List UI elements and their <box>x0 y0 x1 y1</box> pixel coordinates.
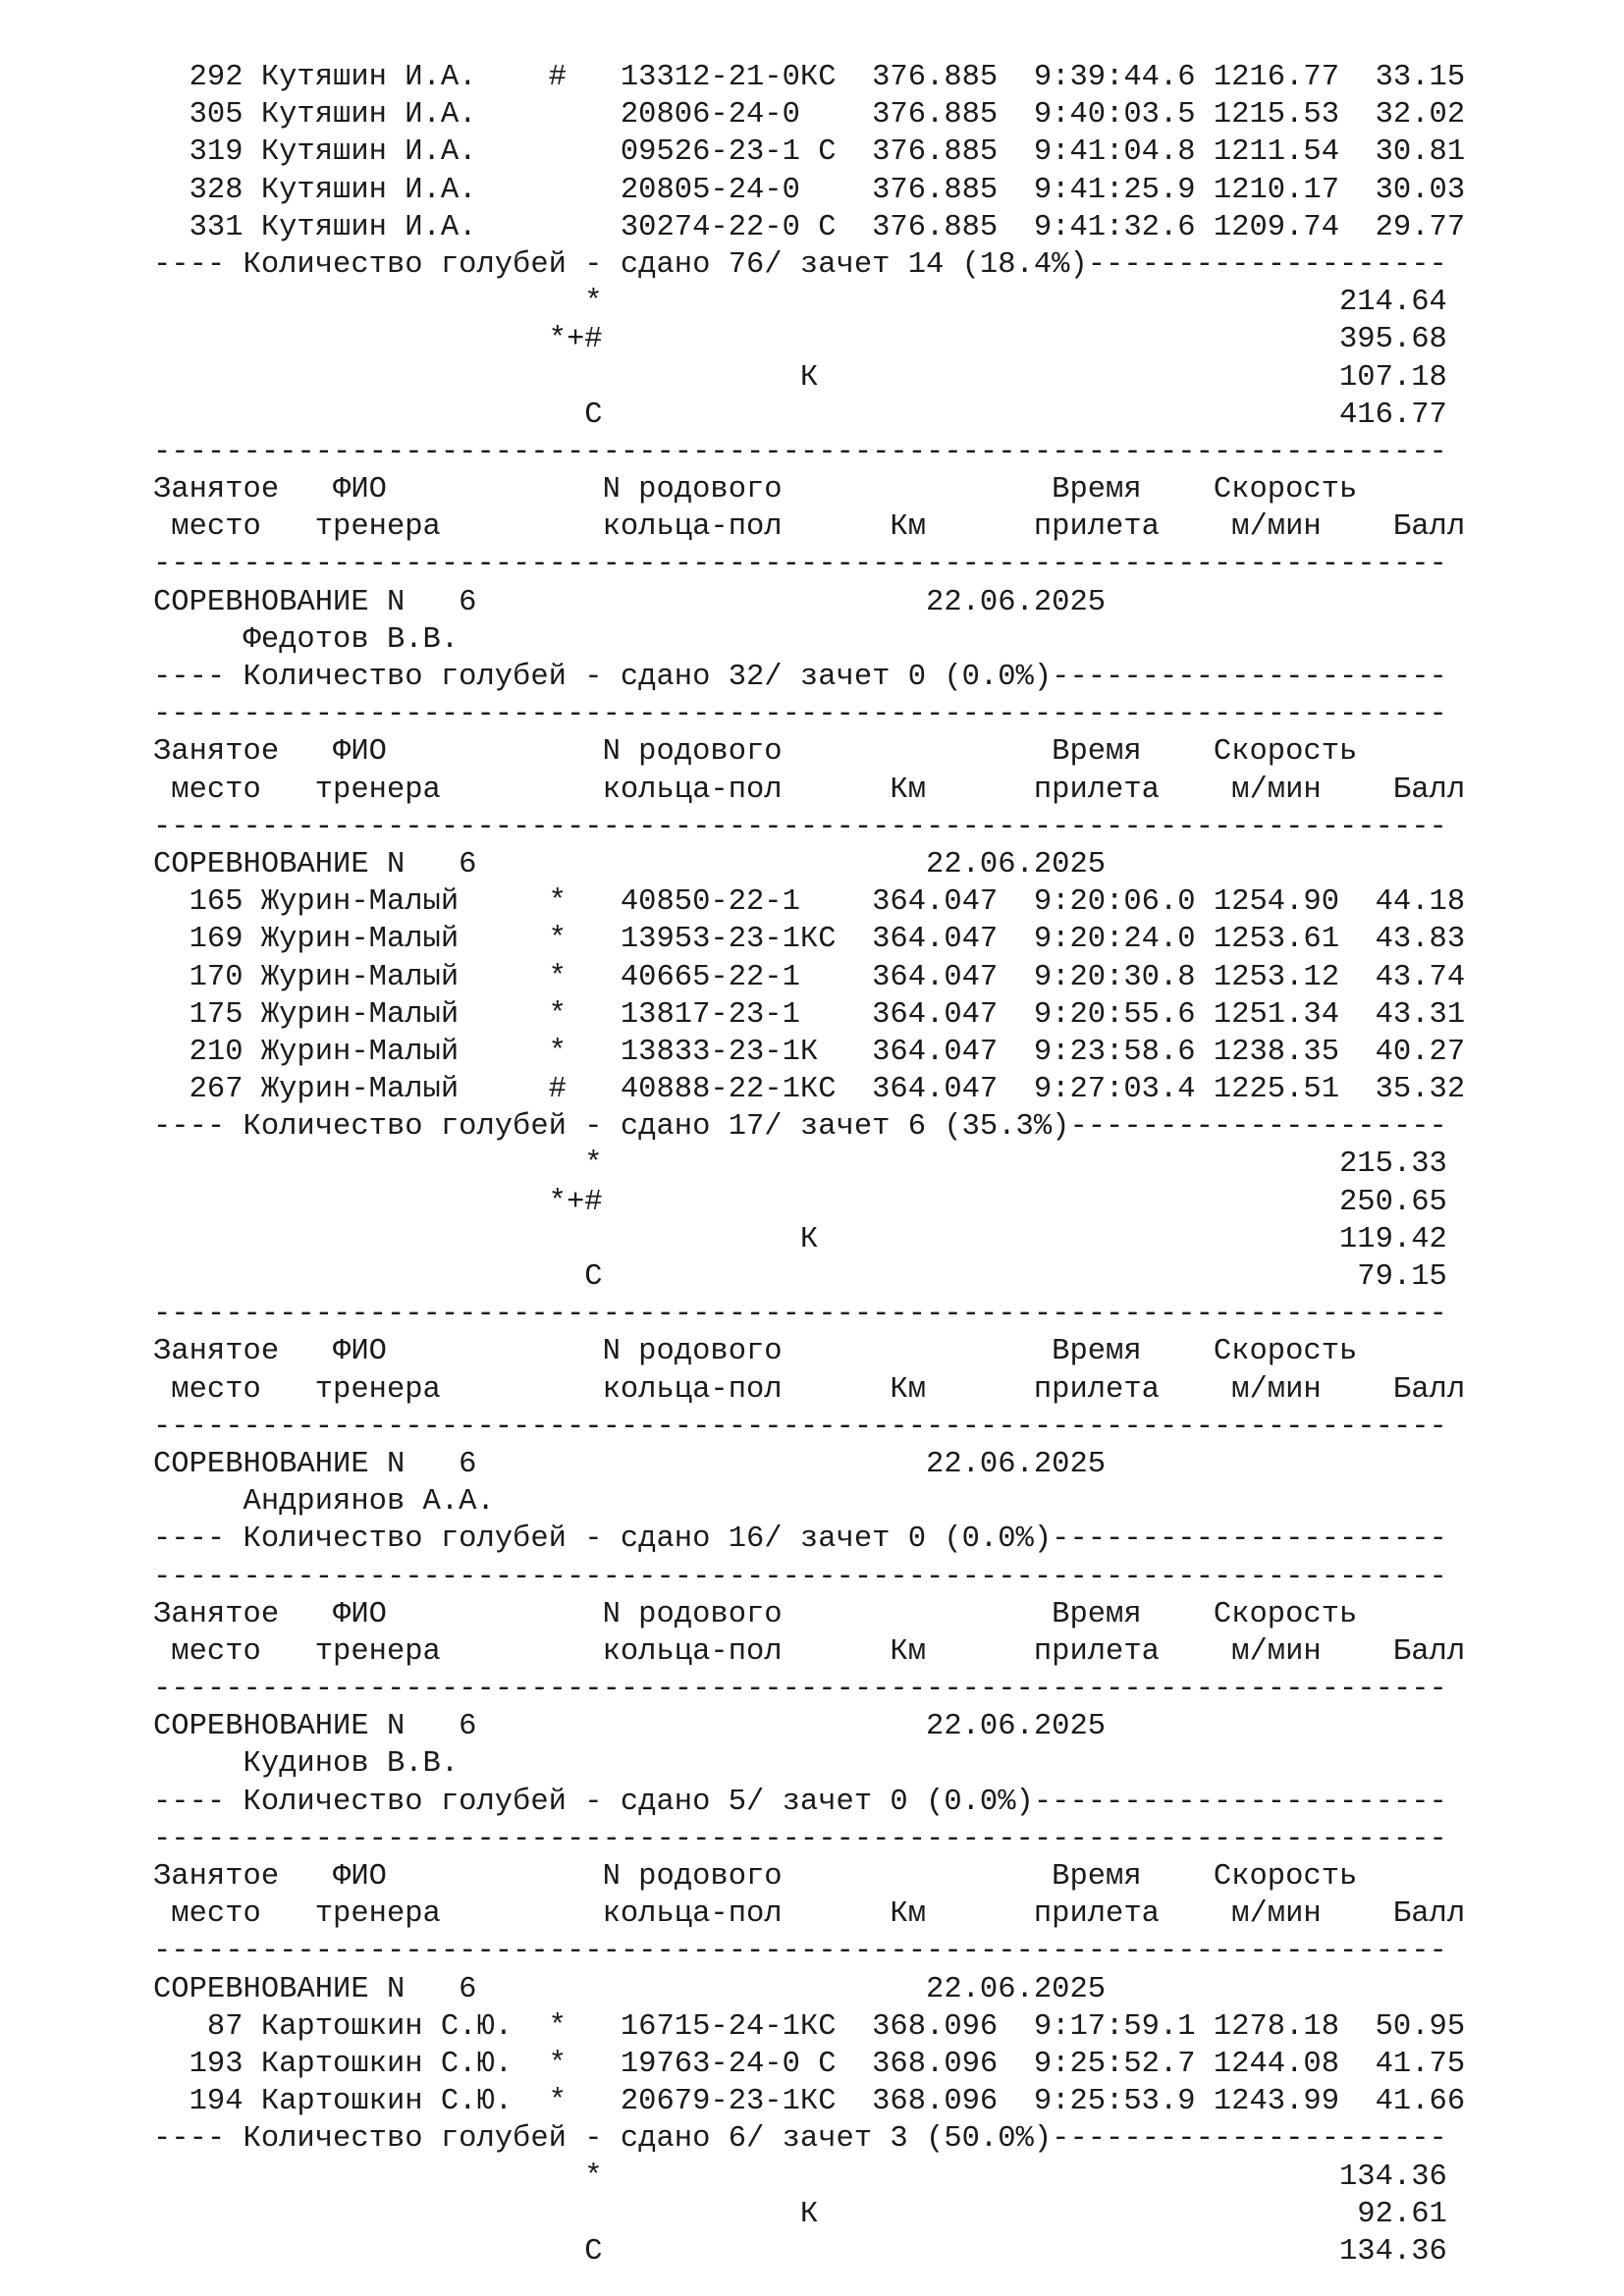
report-line: ------------------------------------------------------------------------ <box>153 698 1447 732</box>
report-line: СОРЕВНОВАНИЕ N 6 22.06.2025 <box>153 1972 1107 2006</box>
report-line: ------------------------------------------------------------------------ <box>153 435 1447 469</box>
report-line: 331 Кутяшин И.А. 30274-22-0 С 376.885 9:41:32.6 1209.74 29.77 <box>153 210 1466 244</box>
report-line: ------------------------------------------------------------------------ <box>153 1822 1447 1856</box>
report-line: С 416.77 <box>153 398 1447 432</box>
report-line: Занятое ФИО N родового Время Скорость <box>153 1860 1447 1894</box>
report-line: 193 Картошкин С.Ю. * 19763-24-0 С 368.096 9:25:52.7 1244.08 41.75 <box>153 2047 1466 2081</box>
report-line: место тренера кольца-пол Км прилета м/мин Балл <box>153 1372 1466 1407</box>
report-line: К 107.18 <box>153 360 1447 395</box>
report-line: 87 Картошкин С.Ю. * 16715-24-1КС 368.096 9:17:59.1 1278.18 50.95 <box>153 2009 1466 2044</box>
report-line: Занятое ФИО N родового Время Скорость <box>153 735 1447 770</box>
report-line: 169 Журин-Малый * 13953-23-1КС 364.047 9:20:24.0 1253.61 43.83 <box>153 923 1466 957</box>
report-line: Андриянов А.А. <box>153 1485 495 1520</box>
report-line: 210 Журин-Малый * 13833-23-1К 364.047 9:23:58.6 1238.35 40.27 <box>153 1035 1466 1069</box>
report-line: ------------------------------------------------------------------------ <box>153 548 1447 582</box>
report-line: С 134.36 <box>153 2234 1447 2269</box>
report-line: ------------------------------------------------------------------------ <box>153 1560 1447 1594</box>
report-line: СОРЕВНОВАНИЕ N 6 22.06.2025 <box>153 1447 1107 1481</box>
report-line: * 215.33 <box>153 1148 1447 1182</box>
report-line: Кудинов В.В. <box>153 1747 460 1782</box>
report-line: ---- Количество голубей - сдано 32/ зачет 0 (0.0%)---------------------- <box>153 661 1447 694</box>
report-line: место тренера кольца-пол Км прилета м/мин Балл <box>153 773 1466 807</box>
report-line: К 119.42 <box>153 1222 1447 1256</box>
report-line: ------------------------------------------------------------------------ <box>153 1298 1447 1332</box>
report-line: Занятое ФИО N родового Время Скорость <box>153 473 1447 507</box>
report-line: 165 Журин-Малый * 40850-22-1 364.047 9:20:06.0 1254.90 44.18 <box>153 885 1466 920</box>
report-line: Федотов В.В. <box>153 622 460 657</box>
report-line: Занятое ФИО N родового Время Скорость <box>153 1335 1447 1369</box>
report-line: 319 Кутяшин И.А. 09526-23-1 С 376.885 9:41:04.8 1211.54 30.81 <box>153 135 1466 170</box>
report-line: Занятое ФИО N родового Время Скорость <box>153 1597 1447 1631</box>
report-line: 305 Кутяшин И.А. 20806-24-0 376.885 9:40:03.5 1215.53 32.02 <box>153 98 1466 133</box>
report-line: ------------------------------------------------------------------------ <box>153 810 1447 844</box>
report-line: К 92.61 <box>153 2197 1447 2231</box>
report-line: ---- Количество голубей - сдано 5/ зачет 0 (0.0%)----------------------- <box>153 1785 1447 1819</box>
report-line: место тренера кольца-пол Км прилета м/мин Балл <box>153 510 1466 545</box>
report-line: 292 Кутяшин И.А. # 13312-21-0КС 376.885 9:39:44.6 1216.77 33.15 <box>153 61 1466 94</box>
report-line: 328 Кутяшин И.А. 20805-24-0 376.885 9:41:25.9 1210.17 30.03 <box>153 173 1466 207</box>
report-line: СОРЕВНОВАНИЕ N 6 22.06.2025 <box>153 1710 1107 1744</box>
report-line: СОРЕВНОВАНИЕ N 6 22.06.2025 <box>153 847 1107 881</box>
report-line: место тренера кольца-пол Км прилета м/мин Балл <box>153 1634 1466 1669</box>
report-line: ---- Количество голубей - сдано 76/ зачет 14 (18.4%)-------------------- <box>153 247 1447 282</box>
report-line: СОРЕВНОВАНИЕ N 6 22.06.2025 <box>153 585 1107 619</box>
results-printout <box>153 59 1587 2270</box>
report-line: ---- Количество голубей - сдано 17/ зачет 6 (35.3%)--------------------- <box>153 1110 1447 1145</box>
report-line: ------------------------------------------------------------------------ <box>153 1673 1447 1707</box>
report-line: ------------------------------------------------------------------------ <box>153 1410 1447 1444</box>
report-line: * 134.36 <box>153 2160 1447 2194</box>
report-line: С 79.15 <box>153 1260 1447 1294</box>
report-line: *+# 395.68 <box>153 323 1447 357</box>
report-line: 170 Журин-Малый * 40665-22-1 364.047 9:20:30.8 1253.12 43.74 <box>153 960 1466 994</box>
report-line: 194 Картошкин С.Ю. * 20679-23-1КС 368.096 9:25:53.9 1243.99 41.66 <box>153 2085 1466 2119</box>
report-line: ------------------------------------------------------------------------ <box>153 1935 1447 1969</box>
report-line: 267 Журин-Малый # 40888-22-1КС 364.047 9:27:03.4 1225.51 35.32 <box>153 1073 1466 1107</box>
report-line: ---- Количество голубей - сдано 6/ зачет 3 (50.0%)---------------------- <box>153 2122 1447 2157</box>
report-line: *+# 250.65 <box>153 1185 1447 1219</box>
report-line: ---- Количество голубей - сдано 16/ зачет 0 (0.0%)---------------------- <box>153 1522 1447 1557</box>
report-line: место тренера кольца-пол Км прилета м/мин Балл <box>153 1897 1466 1932</box>
report-line: * 214.64 <box>153 286 1447 320</box>
report-line: 175 Журин-Малый * 13817-23-1 364.047 9:20:55.6 1251.34 43.31 <box>153 997 1466 1032</box>
